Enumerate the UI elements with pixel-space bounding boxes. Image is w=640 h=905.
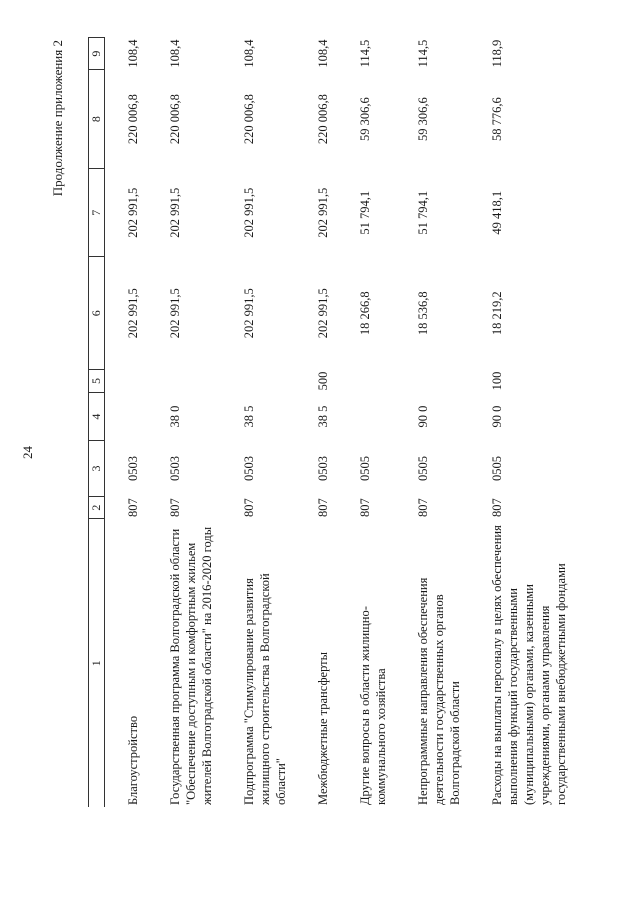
cell-c3: 0503 [168,456,182,481]
cell-c9: 108,4 [126,39,140,68]
cell-c5 [401,370,475,393]
cell-c3: 0505 [358,456,372,481]
cell-c8: 59 306,6 [416,97,430,142]
cell-c4: 38 0 [168,405,182,428]
cell-c6: 202 991,5 [242,288,256,339]
cell-c6: 202 991,5 [168,288,182,339]
budget-table [88,37,581,807]
cell-c2: 807 [126,498,140,517]
row-name: Межбюджетные трансферты [316,651,330,805]
cell-c8: 59 306,6 [358,97,372,142]
row-name: Государственная программа Волгоградской области "Обеспечение доступным и комфортным жильем жителей Волгоградской области" на 2016-2020 годы [168,526,214,805]
column-header: 4 [89,392,105,440]
cell-c3: 0505 [490,456,504,481]
table-row [301,38,343,808]
cell-c9: 108,4 [168,39,182,68]
table-row [343,38,401,808]
cell-c7: 49 418,1 [490,190,504,235]
row-name: Расходы на выплаты персоналу в целях обеспечения выполнения функций государственными (муниципальными) органами, казенными учреждениями, органами управления государственными внебюджетными фондами [490,525,568,805]
cell-c7: 202 991,5 [242,187,256,238]
cell-c5 [227,370,301,393]
cell-c2: 807 [168,498,182,517]
cell-c8: 220 006,8 [316,94,330,145]
cell-c4 [343,392,401,440]
column-header: 1 [89,519,105,807]
cell-c8: 220 006,8 [168,94,182,145]
cell-c2: 807 [242,498,256,517]
table-row [105,38,154,808]
cell-c2: 807 [316,498,330,517]
table-row [153,38,227,808]
cell-c7: 202 991,5 [316,187,330,238]
table-row [475,38,581,808]
table-row [401,38,475,808]
cell-c8: 220 006,8 [242,94,256,145]
cell-c6: 18 536,8 [416,291,430,336]
cell-c6: 202 991,5 [126,288,140,339]
column-header: 8 [89,70,105,169]
cell-c9: 108,4 [316,39,330,68]
cell-c9: 114,5 [358,39,372,68]
cell-c6: 18 219,2 [490,291,504,336]
table-row [227,38,301,808]
column-header: 2 [89,496,105,519]
row-name: Подпрограмма "Стимулирование развития жилищного строительства в Волгоградской области" [242,573,288,805]
cell-c8: 220 006,8 [126,94,140,145]
cell-c6: 18 266,8 [358,291,372,336]
continuation-label: Продолжение приложения 2 [50,40,65,197]
cell-c6: 202 991,5 [316,288,330,339]
cell-c4: 90 0 [490,405,504,428]
cell-c4: 38 5 [242,405,256,428]
cell-c5 [153,370,227,393]
column-header: 6 [89,257,105,370]
cell-c2: 807 [490,498,504,517]
cell-c5 [343,370,401,393]
cell-c5: 100 [490,371,504,391]
cell-c2: 807 [416,498,430,517]
cell-c4: 38 5 [316,405,330,428]
cell-c4 [105,392,154,440]
column-header: 9 [89,38,105,70]
cell-c3: 0505 [416,456,430,481]
cell-c4: 90 0 [416,405,430,428]
cell-c3: 0503 [316,456,330,481]
column-header: 3 [89,441,105,496]
cell-c9: 108,4 [242,39,256,68]
cell-c7: 202 991,5 [126,187,140,238]
cell-c2: 807 [358,498,372,517]
cell-c9: 118,9 [490,39,504,68]
row-name: Другие вопросы в области жилищно-коммунального хозяйства [358,606,388,805]
row-name: Непрограммные направления обеспечения деятельности государственных органов Волгоградской области [416,577,462,805]
column-header: 5 [89,370,105,393]
page-number: 24 [20,446,35,459]
cell-c7: 202 991,5 [168,187,182,238]
table-body [105,38,582,808]
cell-c3: 0503 [242,456,256,481]
cell-c5: 500 [316,371,330,391]
cell-c7: 51 794,1 [416,190,430,235]
table-header [89,38,105,808]
cell-c8: 58 776,6 [490,97,504,142]
cell-c7: 51 794,1 [358,190,372,235]
row-name: Благоустройство [126,715,140,805]
column-header: 7 [89,169,105,257]
cell-c5 [105,370,154,393]
cell-c3: 0503 [126,456,140,481]
cell-c9: 114,5 [416,39,430,68]
